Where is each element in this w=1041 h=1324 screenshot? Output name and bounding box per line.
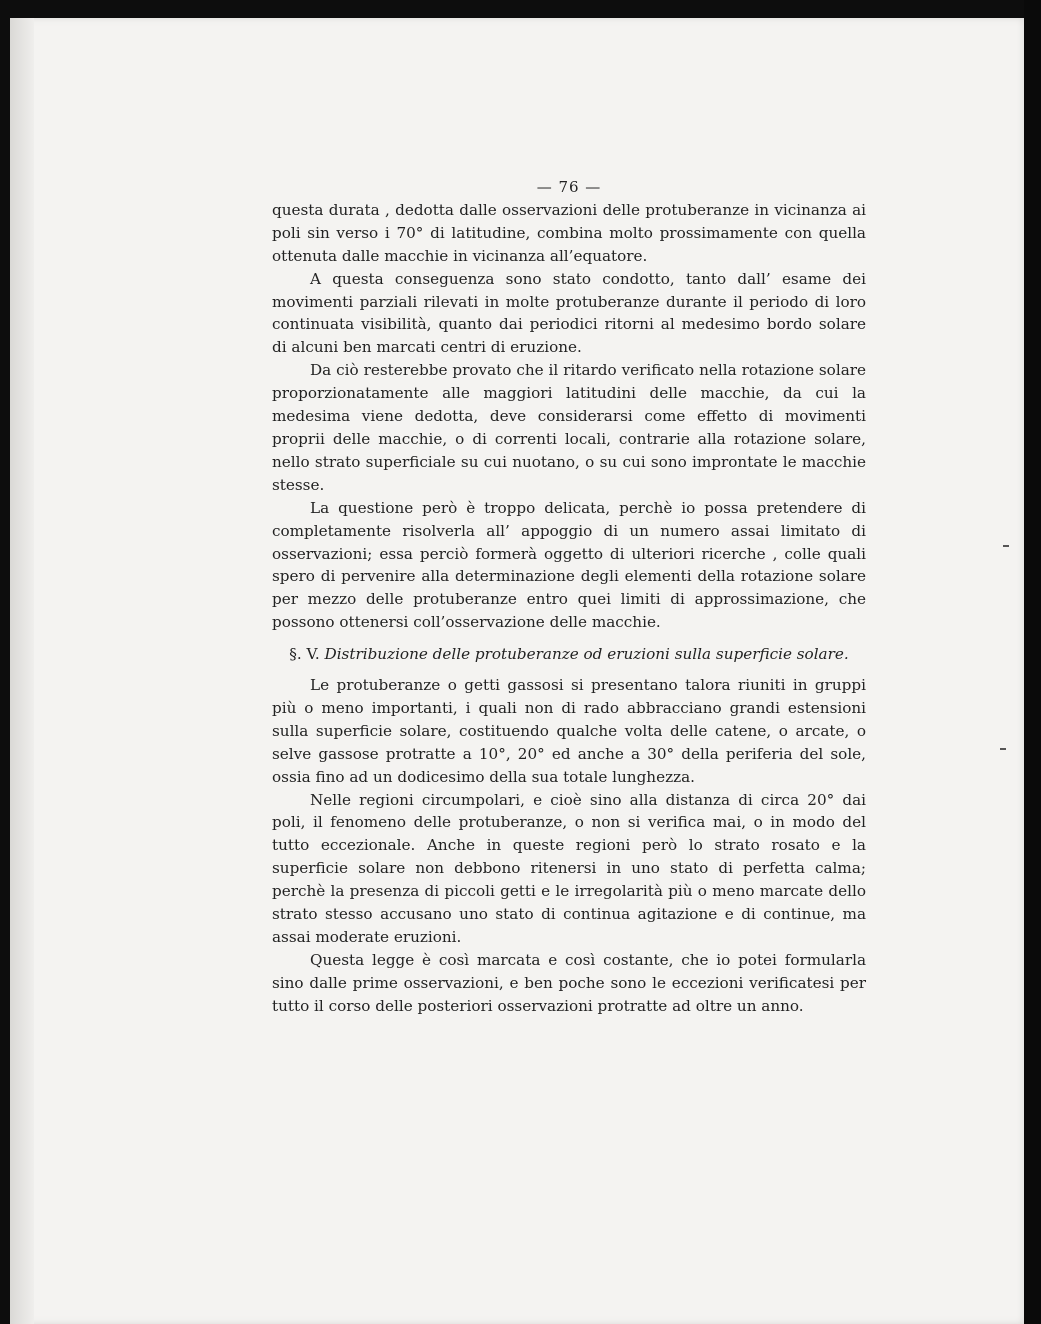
paragraph: Questa legge è così marcata e così costante, che io potei formularla sino dalle prime osservazioni, e ben poche sono le eccezioni verificatesi per tutto il corso delle posteriori osservazioni protratte ad oltre un anno.	[272, 950, 866, 1015]
scan-border	[1024, 0, 1041, 1324]
section-heading	[272, 643, 866, 666]
page-gutter-shadow	[10, 18, 34, 1324]
section-title: Distribuzione delle protuberanze od eruzioni sulla superficie solare.	[324, 645, 849, 664]
paragraph: questa durata , dedotta dalle osservazioni delle protuberanze in vicinanza ai poli sin verso i 70° di latitudine, combina molto prossimamente con quella ottenuta dalle macchie in vicinanza all’equatore.	[272, 200, 866, 265]
paragraph: Da ciò resterebbe provato che il ritardo verificato nella rotazione solare proporzionatamente alle maggiori latitudini delle macchie, da cui la medesima viene dedotta, deve considerarsi come effetto di movimenti proprii delle macchie, o di correnti locali, contrarie alla rotazione solare, nello strato superficiale su cui nuotano, o su cui sono improntate le macchie stesse.	[272, 361, 866, 494]
page-text	[272, 176, 866, 1018]
page-number: — 76 —	[536, 178, 602, 196]
section-number: §. V.	[289, 645, 320, 664]
paragraph: La questione però è troppo delicata, perchè io possa pretendere di completamente risolverla all’ appoggio di un numero assai limitato di osservazioni; essa perciò formerà oggetto di ulteriori ricerche , colle quali spero di pervenire alla determinazione degli elementi della rotazione solare per mezzo delle protuberanze entro quei limiti di approssimazione, che possono ottenersi coll’osservazione delle macchie.	[272, 498, 866, 632]
paragraph: A questa conseguenza sono stato condotto, tanto dall’ esame dei movimenti parziali rilevati in molte protuberanze durante il periodo di loro continuata visibilità, quanto dai periodici ritorni al medesimo bordo solare di alcuni ben marcati centri di eruzione.	[272, 269, 866, 357]
paragraph: Nelle regioni circumpolari, e cioè sino alla distanza di circa 20° dai poli, il fenomeno delle protuberanze, o non si verifica mai, o in modo del tutto eccezionale. Anche in queste regioni però lo strato rosato e la superficie solare non debbono ritenersi in uno stato di perfetta calma; perchè la presenza di piccoli getti e le irregolarità più o meno marcate dello strato stesso accusano uno stato di continua agitazione e di continue, ma assai moderate eruzioni.	[272, 790, 866, 946]
margin-mark	[1003, 545, 1009, 547]
margin-mark	[1000, 748, 1006, 750]
paragraph: Le protuberanze o getti gassosi si presentano talora riuniti in gruppi più o meno importanti, i quali non di rado abbracciano grandi estensioni sulla superficie solare, costituendo qualche volta delle catene, o arcate, o selve gassose protratte a 10°, 20° ed anche a 30° della periferia del sole, ossia fino ad un dodicesimo della sua totale lunghezza.	[272, 676, 866, 786]
